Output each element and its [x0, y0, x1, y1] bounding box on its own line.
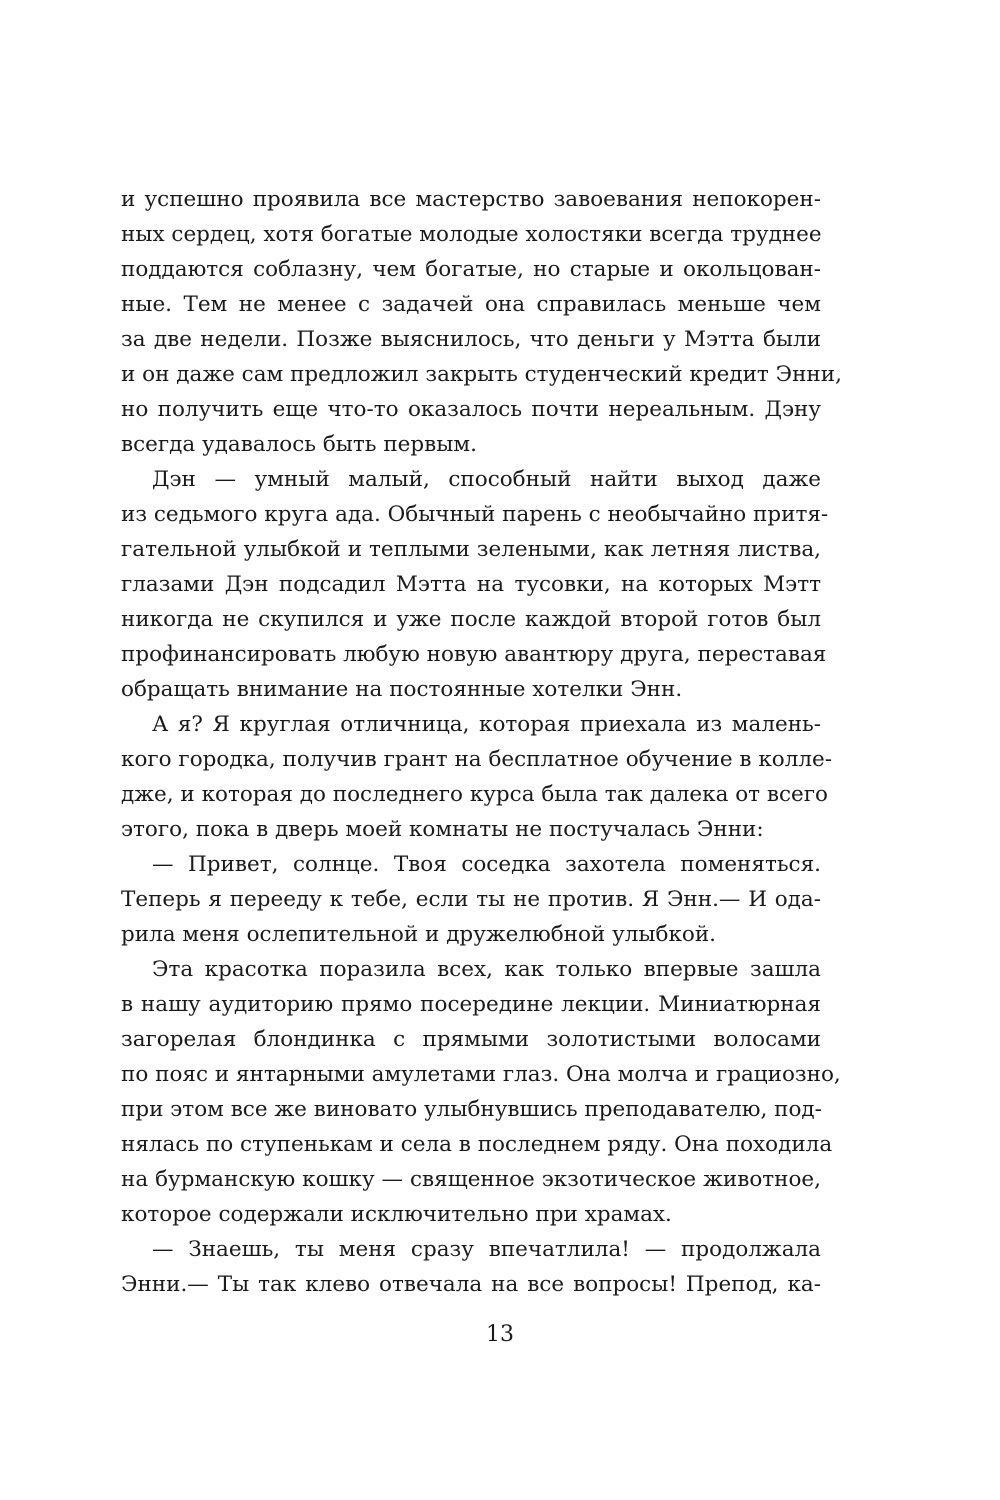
text-line: этого, пока в дверь моей комнаты не постучалась Энни: [121, 817, 764, 842]
text-line: из седьмого круга ада. Обычный парень с необычайно притя- [121, 502, 829, 527]
text-line: глазами Дэн подсадил Мэтта на тусовки, на которых Мэтт [121, 572, 821, 597]
text-line: всегда удавалось быть первым. [121, 432, 477, 457]
text-line: в нашу аудиторию прямо посередине лекции. Миниатюрная [121, 992, 821, 1017]
text-line: на бурманскую кошку — священное экзотическое животное, [121, 1167, 821, 1192]
text-line: дже, и которая до последнего курса была так далека от всего [121, 782, 828, 807]
text-line: Дэн — умный малый, способный найти выход даже [152, 467, 821, 492]
text-line: гательной улыбкой и теплыми зелеными, как летняя листва, [121, 537, 821, 562]
text-line: ных сердец, хотя богатые молодые холостяки всегда труднее [121, 222, 822, 247]
text-line: по пояс и янтарными амулетами глаз. Она молча и грациозно, [121, 1062, 841, 1087]
text-line: при этом все же виновато улыбнувшись преподавателю, под- [121, 1097, 822, 1122]
text-line: загорелая блондинка с прямыми золотистыми волосами [121, 1027, 821, 1052]
text-line: ные. Тем не менее с задачей она справилась меньше чем [121, 292, 821, 317]
text-line: профинансировать любую новую авантюру друга, переставая [121, 642, 827, 667]
text-line: и успешно проявила все мастерство завоевания непокорен- [121, 187, 821, 212]
text-line: никогда не скупился и уже после каждой второй готов был [121, 607, 821, 632]
text-line: Энни.— Ты так клево отвечала на все вопросы! Препод, ка- [121, 1272, 821, 1297]
text-line: и он даже сам предложил закрыть студенческий кредит Энни, [121, 362, 842, 387]
text-line: которое содержали исключительно при храмах. [121, 1202, 672, 1227]
text-line: кого городка, получив грант на бесплатное обучение в колле- [121, 747, 833, 772]
text-line: рила меня ослепительной и дружелюбной улыбкой. [121, 922, 717, 947]
text-line: — Знаешь, ты меня сразу впечатлила! — продолжала [152, 1237, 821, 1262]
text-line: Теперь я перееду к тебе, если ты не против. Я Энн.— И ода- [121, 887, 821, 912]
text-line: обращать внимание на постоянные хотелки Энн. [121, 677, 683, 702]
text-line: но получить еще что-то оказалось почти нереальным. Дэну [121, 397, 821, 422]
text-line: за две недели. Позже выяснилось, что деньги у Мэтта были [121, 327, 821, 352]
text-line: нялась по ступенькам и села в последнем ряду. Она походила [121, 1132, 833, 1157]
text-line: поддаются соблазну, чем богатые, но старые и окольцован- [121, 257, 821, 282]
page-number: 13 [486, 1322, 514, 1347]
text-line: Эта красотка поразила всех, как только впервые зашла [152, 957, 821, 982]
text-line: — Привет, солнце. Твоя соседка захотела поменяться. [152, 852, 821, 877]
text-line: А я? Я круглая отличница, которая приехала из малень- [152, 712, 821, 737]
